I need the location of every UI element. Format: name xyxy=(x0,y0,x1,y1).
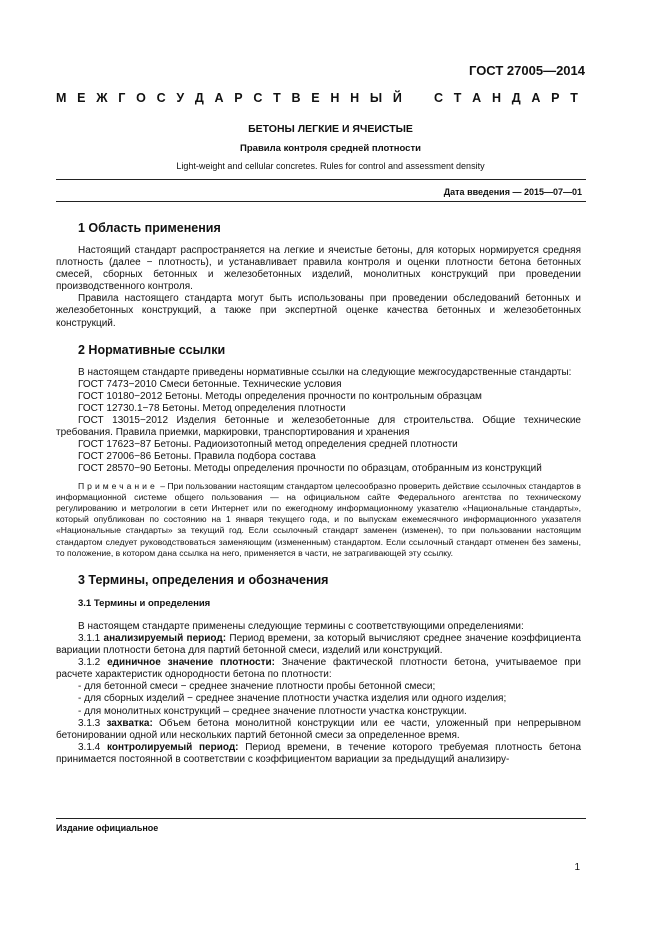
note-text: – При пользовании настоящим стандартом целесообразно проверить действие ссылочных стандартов в информационной системе общего пользования — на официальном сайте Федерального агентства по техническому регулированию и метрологии в сети Интернет или по ежегодному информационному указателю «Национальные стандарты», который опубликован по состоянию на 1 января текущего года, и по выпускам ежемесячного информационного указателя «Национальные стандарты» за текущий год. Если ссылочный стандарт заменен (изменен), то при пользовании настоящим стандартом следует руководствоваться заменяющим (измененным) стандартом. Если ссылочный стандарт отменен без замены, то положение, в котором дана ссылка на него, применяется в части, не затрагивающей эту ссылку. xyxy=(56,480,581,558)
term-text: Значение фактической плотности бетона, учитываемое при расчете характеристик однородности бетона по плотности: xyxy=(56,657,581,681)
banner-letter: С xyxy=(156,91,166,105)
document-title: БЕТОНЫ ЛЕГКИЕ И ЯЧЕИСТЫЕ xyxy=(248,123,413,135)
gost-number: ГОСТ 27005—2014 xyxy=(469,63,585,78)
term-text: Период времени, в течение которого требуемая плотность бетона принимается постоянной в соответствии с коэффициентом вариации за предыдущий анализиру- xyxy=(56,741,581,765)
introduction-date: Дата введения — 2015—07—01 xyxy=(443,187,582,197)
banner-letter: А xyxy=(531,91,541,105)
reference-item: ГОСТ 12730.1−78 Бетоны. Метод определения плотности xyxy=(78,402,346,414)
banner-letter: А xyxy=(472,91,482,105)
edition-label: Издание официальное xyxy=(56,823,159,833)
banner-letter: О xyxy=(136,91,146,105)
term-definition xyxy=(56,657,581,681)
banner-letter: С xyxy=(253,91,263,105)
document-subtitle: Правила контроля средней плотности xyxy=(240,143,421,154)
banner-letter: Е xyxy=(77,91,86,105)
term-definition xyxy=(56,633,581,657)
subsection-heading: 3.1 Термины и определения xyxy=(78,597,211,609)
banner-letter: Е xyxy=(311,91,320,105)
term-definition xyxy=(56,718,581,742)
reference-item: ГОСТ 10180−2012 Бетоны. Методы определения прочности по контрольным образцам xyxy=(78,390,482,402)
term-name: захватка: xyxy=(106,717,153,729)
banner-letter: Й xyxy=(392,91,402,105)
section-2-heading: 2 Нормативные ссылки xyxy=(78,342,226,357)
reference-item: ГОСТ 27006−86 Бетоны. Правила подбора состава xyxy=(78,451,316,463)
banner-letter: Ж xyxy=(96,91,108,105)
banner-letter: Т xyxy=(570,91,578,105)
banner-letter: С xyxy=(434,91,444,105)
header-divider xyxy=(56,179,586,180)
banner-letter: Г xyxy=(118,91,126,105)
reference-item: ГОСТ 17623−87 Бетоны. Радиоизотопный метод определения средней плотности xyxy=(78,439,458,451)
note-label: Примечание xyxy=(78,480,158,491)
banner-letter: Н xyxy=(330,91,340,105)
banner-letter: Р xyxy=(551,91,560,105)
list-item: - для монолитных конструкций – среднее значение плотности участка конструкции. xyxy=(78,705,467,717)
term-text: Период времени, за который вычисляют среднее значение коэффициента вариации плотности бетона для партий бетонной смеси, изделий или конструкций. xyxy=(56,633,581,657)
reference-item: ГОСТ 7473−2010 Смеси бетонные. Технические условия xyxy=(78,378,342,390)
paragraph: В настоящем стандарте применены следующие термины с соответствующими определениями: xyxy=(78,620,524,632)
term-name: анализируемый период: xyxy=(103,633,227,645)
paragraph: Правила настоящего стандарта могут быть использованы при проведении обследований бетонных и железобетонных конструкций, а также при экспертной оценке качества бетонных и железобетонных конструкций. xyxy=(56,293,581,329)
reference-item: ГОСТ 28570−90 Бетоны. Методы определения прочности по образцам, отобранным из конструкций xyxy=(78,463,542,475)
banner-letter: А xyxy=(214,91,224,105)
term-text: Объем бетона монолитной конструкции или ее части, уложенный при непрерывном бетонировании одной или нескольких партий бетонной смеси за определенное время. xyxy=(56,717,581,741)
page-number: 1 xyxy=(574,862,580,873)
section-1-heading: 1 Область применения xyxy=(78,221,221,235)
term-number: 3.1.4 xyxy=(78,741,107,753)
reference-item: ГОСТ 13015−2012 Изделия бетонные и железобетонные для строительства. Общие технические требования. Правила приемки, маркировки, транспортирования и хранения xyxy=(56,415,581,439)
banner-letter: Т xyxy=(453,91,462,105)
banner-letter: Р xyxy=(234,91,243,105)
term-definition xyxy=(56,742,581,766)
list-item: - для сборных изделий − среднее значение плотности участка изделия или одного изделия; xyxy=(78,693,507,705)
banner-letter: В xyxy=(291,91,301,105)
banner-letter: М xyxy=(56,91,67,105)
document-body xyxy=(56,220,581,766)
paragraph: В настоящем стандарте приведены нормативные ссылки на следующие межгосударственные стандарты: xyxy=(78,366,572,378)
section-3-heading: 3 Термины, определения и обозначения xyxy=(78,572,329,587)
banner-letter: Н xyxy=(491,91,501,105)
term-name: единичное значение плотности: xyxy=(107,657,275,669)
list-item: - для бетонной смеси − среднее значение плотности пробы бетонной смеси; xyxy=(78,681,436,693)
term-number: 3.1.1 xyxy=(78,633,104,645)
footer-divider xyxy=(56,818,586,819)
banner-letter: У xyxy=(176,91,185,105)
banner-letter: Н xyxy=(350,91,360,105)
banner-letter: Т xyxy=(273,91,281,105)
banner-letter: Д xyxy=(511,91,521,105)
term-name: контролируемый период: xyxy=(106,741,239,753)
term-number: 3.1.3 xyxy=(78,717,107,729)
banner-letter: Д xyxy=(194,91,204,105)
interstate-standard-banner xyxy=(56,91,578,105)
header-divider-bottom xyxy=(56,201,586,202)
term-number: 3.1.2 xyxy=(78,657,108,669)
english-title: Light-weight and cellular concretes. Rules for control and assessment density xyxy=(176,161,485,171)
note xyxy=(56,481,581,559)
paragraph: Настоящий стандарт распространяется на легкие и ячеистые бетоны, для которых нормируется средняя плотность (далее − плотность), и устанавливает правила контроля и оценки плотности бетона бетонных смесей, сборных бетонных и железобетонных изделий, монолитных конструкций при проведении производственного контроля. xyxy=(56,245,581,293)
banner-letter: Ы xyxy=(369,91,383,105)
